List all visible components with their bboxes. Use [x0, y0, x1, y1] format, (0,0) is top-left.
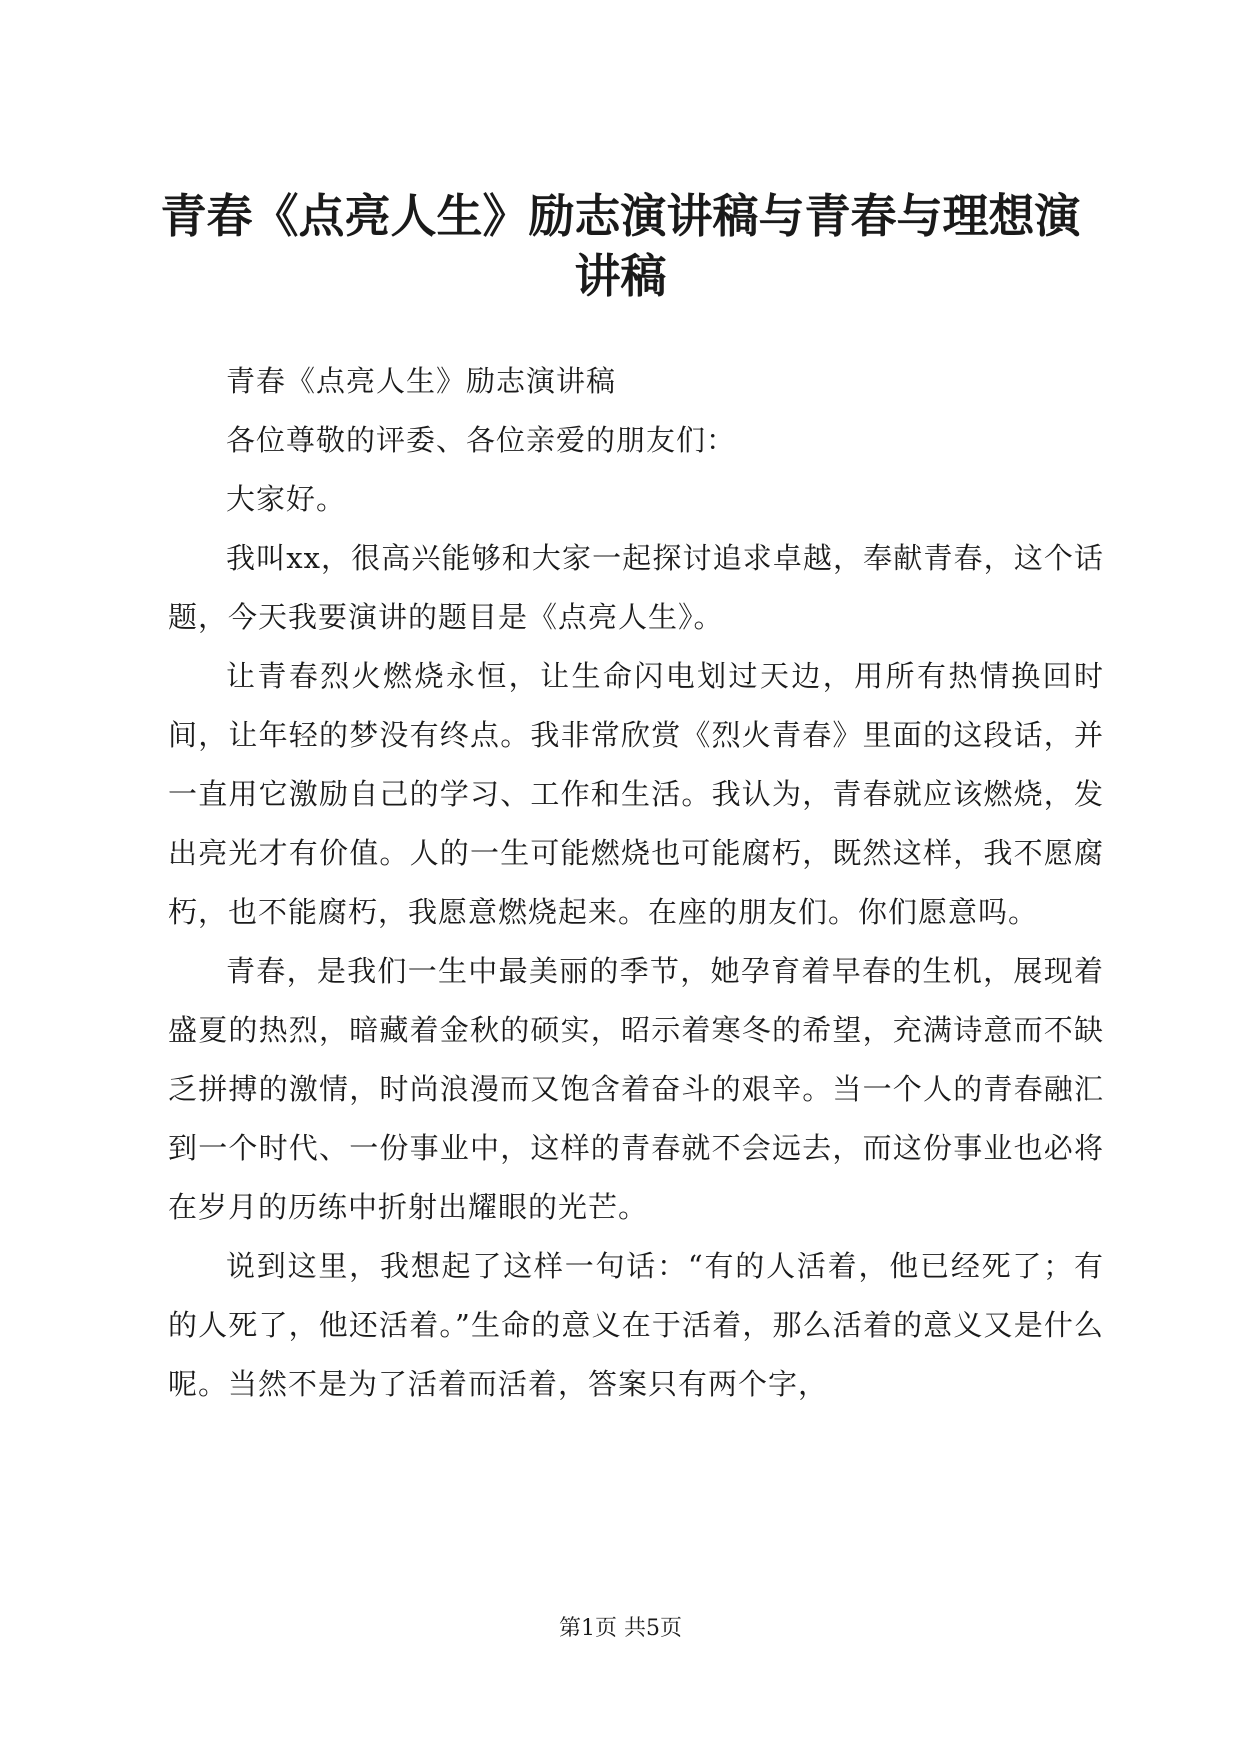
paragraph-salutation: 各位尊敬的评委、各位亲爱的朋友们： — [226, 423, 737, 457]
document-title: 青春《点亮人生》励志演讲稿与青春与理想演讲稿 — [160, 189, 1081, 303]
page-footer: 第1页 共5页 — [559, 1616, 682, 1641]
paragraph: 让青春烈火燃烧永恒，让生命闪电划过天边，用所有热情换回时间，让年轻的梦没有终点。我非常欣赏《烈火青春》里面的这段话，并一直用它激励自己的学习、工作和生活。我认为，青春就应该燃烧，发出亮光才有价值。人的一生可能燃烧也可能腐朽，既然这样，我不愿腐朽，也不能腐朽，我愿意燃烧起来。在座的朋友们。你们愿意吗。 — [168, 659, 1104, 929]
paragraph-greeting: 大家好。 — [226, 482, 347, 516]
document-body — [168, 352, 1104, 1414]
paragraph-subtitle: 青春《点亮人生》励志演讲稿 — [226, 364, 617, 398]
paragraph: 青春，是我们一生中最美丽的季节，她孕育着早春的生机，展现着盛夏的热烈，暗藏着金秋的硕实，昭示着寒冬的希望，充满诗意而不缺乏拼搏的激情，时尚浪漫而又饱含着奋斗的艰辛。当一个人的青春融汇到一个时代、一份事业中，这样的青春就不会远去，而这份事业也必将在岁月的历练中折射出耀眼的光芒。 — [168, 954, 1104, 1224]
paragraph: 我叫xx，很高兴能够和大家一起探讨追求卓越，奉献青春，这个话题，今天我要演讲的题目是《点亮人生》。 — [168, 541, 1104, 634]
paragraph: 说到这里，我想起了这样一句话：“有的人活着，他已经死了；有的人死了，他还活着。”生命的意义在于活着，那么活着的意义又是什么呢。当然不是为了活着而活着，答案只有两个字， — [168, 1249, 1104, 1401]
